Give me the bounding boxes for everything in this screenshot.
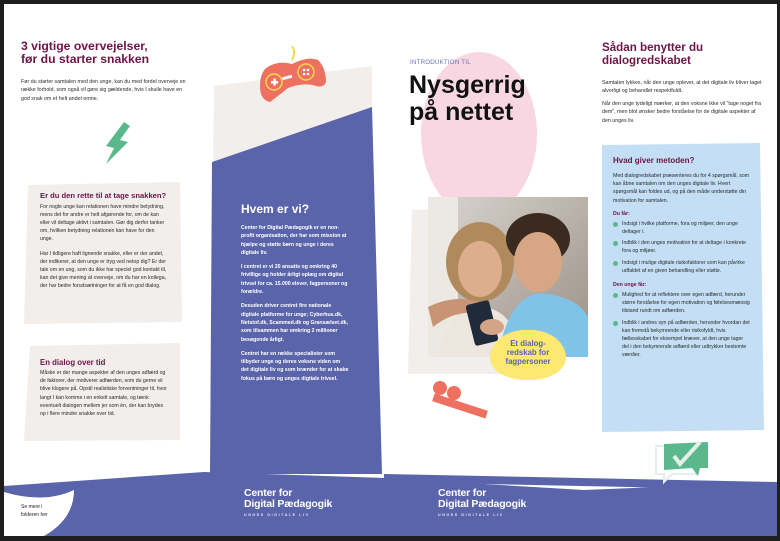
right-heading-line-1: Sådan benytter du bbox=[602, 41, 704, 54]
cover-title-line-2: på nettet bbox=[409, 98, 514, 126]
cover-kicker: INTRODUKTION TIL bbox=[410, 59, 471, 66]
bullet-dot-icon bbox=[613, 222, 618, 227]
badge-line-2: redskab for bbox=[506, 348, 550, 357]
left-box-2-p1: Måske er der mange aspekter af den unges adfærd og de faktorer, der motiverer adfærden, som du gerne vil blive klogere på. Opstil realistiske forventninger til, hvor langt I kan komme i en enkelt samtale, og tænk eventuelt dialogen mellem jer som én, der kan brydes op i flere mindre snakke over tid. bbox=[40, 370, 167, 418]
left-box-2-title: En dialog over tid bbox=[40, 358, 106, 367]
left-box-1-title: Er du den rette til at tage snakken? bbox=[40, 191, 167, 200]
logo-center-for-digital-paedagogik: Center for Digital Pædagogik UNGES DIGITALE LIV bbox=[244, 487, 333, 517]
middle-body bbox=[241, 224, 349, 383]
logo-center-for-digital-paedagogik-2: Center for Digital Pædagogik UNGES DIGITALE LIV bbox=[438, 487, 527, 517]
left-box-2 bbox=[40, 358, 168, 418]
cover-title bbox=[409, 72, 526, 126]
face-doodle-icon bbox=[432, 380, 492, 420]
fold-note-link[interactable]: Se mere i folderen her bbox=[21, 504, 48, 518]
bullet-dot-icon bbox=[613, 321, 618, 326]
right-p1: Samtalen lykkes, når den unge oplever, at det digitale liv bliver taget alvorligt og behandlet respektfuldt. bbox=[602, 80, 762, 95]
left-box-1-p2: Har I tidligere haft lignende snakke, eller er der andet, der indikerer, at den unge er tryg ved netop dig? Er der tale om en ung, som du ikke har speciel god kontakt til, kan det give mening at overveje, om du har en kollega, der har bedre forudsætninger for at få en god dialog. bbox=[40, 250, 167, 290]
right-box-title: Hvad giver metoden? bbox=[613, 156, 695, 165]
cover-badge bbox=[490, 330, 566, 380]
middle-p3: Desuden driver centret fire nationale digitale platforme for unge; Cyberhus.dk, Netstof.dk, Scammed.dk og Gransælset.dk, som tilsammen har omkring 2 millioner besøgende årligt. bbox=[241, 303, 348, 343]
bullet-dot-icon bbox=[613, 261, 618, 266]
left-heading bbox=[21, 40, 201, 66]
right-heading-line-2: dialogredskabet bbox=[602, 54, 691, 67]
you-get-label: Du får: bbox=[613, 210, 630, 217]
middle-p2: I centret er vi 20 ansatte og omkring 40 frivillige og holder årligt oplæg om digital trivsel for ca. 15.000 elever, fagpersoner og forældre. bbox=[241, 264, 348, 296]
young-get-label: Den unge får: bbox=[613, 282, 647, 289]
left-box-1 bbox=[40, 192, 168, 291]
left-intro: Før du starter samtalen med den unge, kan du med fordel overveje en række forhold, som også vil gøre sig gældende, hvis I skulle have en god snak om et helt andet emne. bbox=[21, 79, 186, 102]
left-box-1-p1: For nogle unge kan relationen have mindre betydning, mens det for andre er helt afgørende for, om de kan eller vil deltage aktivt i samtalen. Gør dig derfor tanker om, hvilken betydning relationen kan have for den unge. bbox=[40, 203, 165, 243]
left-heading-line-2: før du starter snakken bbox=[21, 52, 150, 66]
right-heading bbox=[602, 41, 703, 67]
right-p2: Når den unge tydeligt mærker, at den voksne ikke vil "tage noget fra dem", men blot ønsker bedre forståelse for de digitale aspekter af den unges liv. bbox=[602, 101, 762, 124]
middle-p1: Center for Digital Pædagogik er en non-profit organisation, der har som mission at hjælpe og støtte børn og unge i deres digitale liv. bbox=[241, 225, 347, 256]
bullet-dot-icon bbox=[613, 293, 618, 298]
you-get-item: Indsigt i hvilke platforme, fora og miljøer, den unge deltager i. bbox=[613, 220, 751, 236]
you-get-list bbox=[613, 220, 751, 275]
right-info-box bbox=[613, 156, 751, 360]
badge-line-3: fagpersoner bbox=[505, 357, 551, 366]
middle-heading: Hvem er vi? bbox=[241, 202, 310, 216]
middle-p4: Centret har en række specialister som tilbyder unge og deres voksne viden om det digitale liv og som brænder for at skabe fokus på børn og unges digitale trivsel. bbox=[241, 350, 349, 382]
you-get-item: Indblik i den unges motivation for at deltage i konkrete fora og miljøer. bbox=[613, 239, 751, 255]
young-get-item: Mulighed for at reflektere over egen adfærd, herunder større forståelse for egen motivation og følelsesmæssig tilstand rundt om adfærden. bbox=[613, 291, 751, 316]
right-box-intro: Med dialogredskabet præsenteres du for 4 spørgsmål, som kan åbne samtalen om den unges digitale liv. Hvert spørgsmål kan foldes ud, og på den måde understøtte din motivation for samtalen. bbox=[613, 173, 750, 204]
cover-title-line-1: Nysgerrig bbox=[409, 71, 526, 99]
left-heading-line-1: 3 vigtige overvejelser, bbox=[21, 39, 148, 53]
brochure-page bbox=[4, 4, 777, 536]
badge-line-1: Et dialog- bbox=[510, 339, 546, 348]
young-get-list bbox=[613, 291, 751, 360]
lightning-icon bbox=[102, 122, 134, 168]
young-get-item: Indblik i andres syn på adfærden, herunder hvordan det kan fremstå bekymrende eller risikofyldt, hvis fællesskabet for eksempel kræver, at den unge tager del i den bekymrende adfærd eller udtrykker bestemte værdier. bbox=[613, 319, 751, 360]
you-get-item: Indsigt i mulige digitale risikofaktorer som kan påvirke udfaldet af en given behandling eller støtte. bbox=[613, 259, 751, 275]
gamepad-icon bbox=[256, 46, 328, 104]
chat-check-icon bbox=[652, 440, 716, 490]
bullet-dot-icon bbox=[613, 241, 618, 246]
